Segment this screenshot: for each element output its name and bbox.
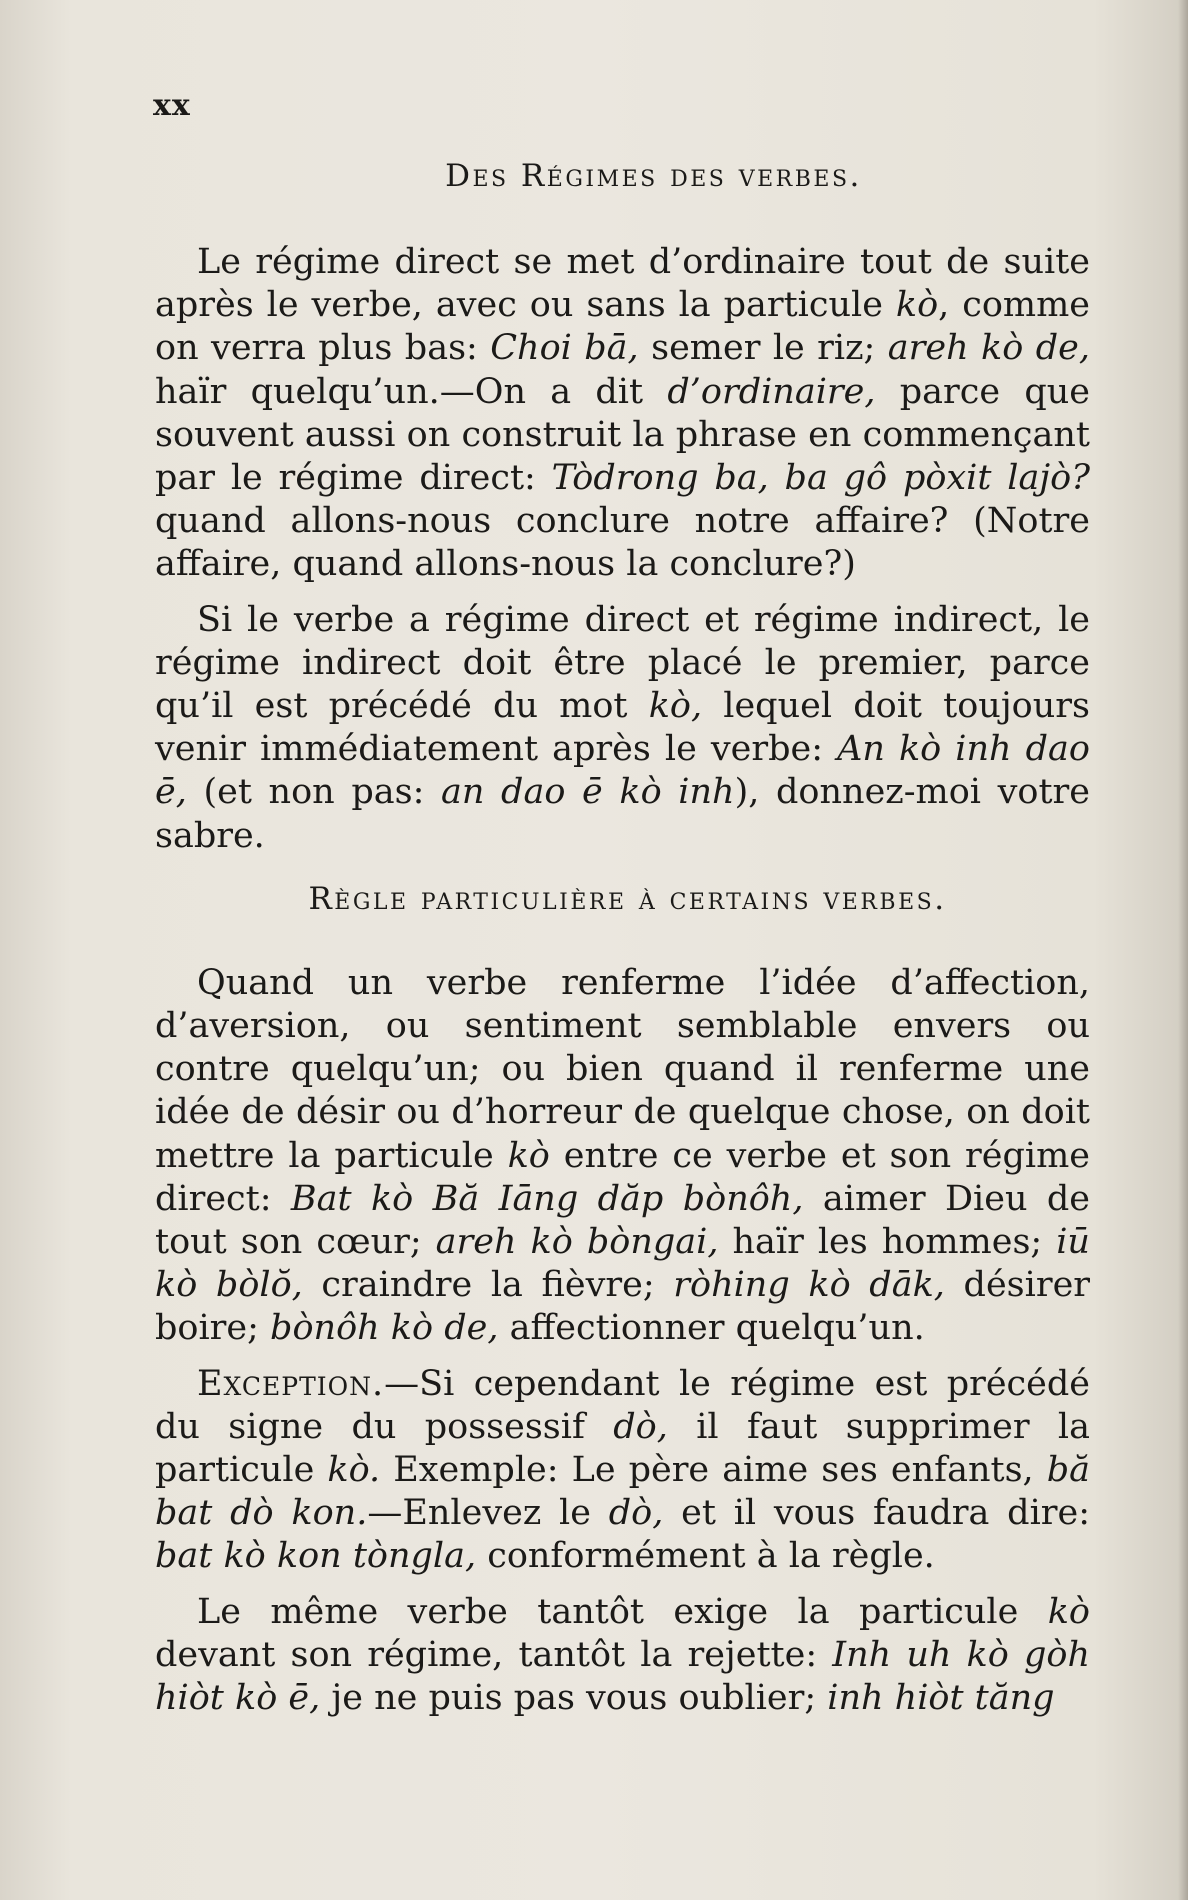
page-body — [155, 155, 1090, 1732]
paragraph-affection-verbs: Quand un verbe renferme l’idée d’affection, d’aversion, ou sentiment semblable envers ou contre quelqu’un; ou bien quand il renferme une idée de désir ou d’horreur de quelque chose, on doit mettre la particule kò entre ce verbe et son régime direct: Bat kò Bă Iāng dăp bònôh, aimer Dieu de tout son cœur; areh kò bòngai, haïr les hommes; iū kò bòlŏ, craindre la fièvre; ròhing kò dāk, désirer boire; bònôh kò de, affectionner quelqu’un. — [155, 962, 1091, 1349]
paragraph-exception: Exception.—Si cependant le régime est précédé du signe du possessif dò, il faut supprimer la particule kò. Exemple: Le père aime ses enfants, bă bat dò kon.—Enlevez le dò, et il vous faudra dire: bat kò kon tòngla, conformément à la règle. — [155, 1363, 1091, 1577]
paragraph-indirect-object: Si le verbe a régime direct et régime indirect, le régime indirect doit être placé le premier, parce qu’il est précédé du mot kò, lequel doit toujours venir immédiatement après le verbe: An kò inh dao ē, (et non pas: an dao ē kò inh), donnez-moi votre sabre. — [155, 599, 1090, 856]
paragraph-direct-object: Le régime direct se met d’ordinaire tout de suite après le verbe, avec ou sans la particule kò, comme on verra plus bas: Choi bā, semer le riz; areh kò de, haïr quelqu’un.—On a dit d’ordinaire, parce que souvent aussi on construit la phrase en commençant par le régime direct: Tòdrong ba, ba gô pòxit lajò? quand allons-nous conclure notre affaire? (Notre affaire, quand allons-nous la conclure?) — [155, 242, 1091, 585]
paragraph-same-verb: Le même verbe tantôt exige la particule kò devant son régime, tantôt la rejette: Inh uh kò gòh hiòt kò ē, je ne puis pas vous oublier; inh hiòt tăng — [155, 1591, 1090, 1719]
page-number: xx — [153, 88, 191, 123]
section-heading-regimes: Des Régimes des verbes. — [445, 158, 862, 194]
page-edge-shadow — [1178, 0, 1188, 1900]
section-heading-rule: Règle particulière à certains verbes. — [308, 880, 947, 917]
